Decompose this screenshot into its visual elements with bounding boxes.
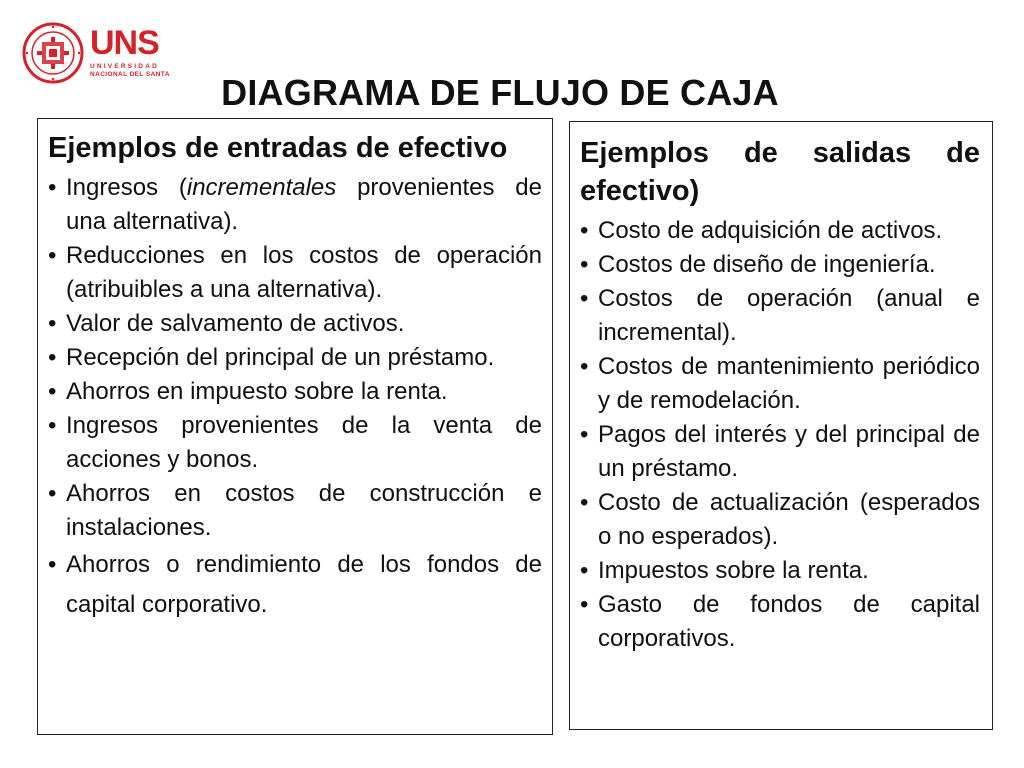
cash-outflows-list [580,214,980,656]
list-item: • Ingresos provenientes de la venta de acciones y bonos. [48,409,542,477]
bullet-icon: • [48,412,57,439]
cash-inflows-list [48,171,542,625]
bullet-icon: • [48,378,57,405]
list-item: • Costos de diseño de ingeniería. [580,248,980,282]
list-item: • Costos de mantenimiento periódico y de remodelación. [580,350,980,418]
list-item: • Gasto de fondos de capital corporativos. [580,588,980,656]
bullet-icon: • [580,421,589,448]
bullet-icon: • [48,242,57,269]
bullet-icon: • [48,174,57,201]
logo-subtitle-line2: NACIONAL DEL SANTA [90,71,170,78]
list-item: • Ahorros en impuesto sobre la renta. [48,375,542,409]
bullet-icon: • [580,217,589,244]
bullet-icon: • [48,344,57,371]
list-item: • Costo de actualización (esperados o no esperados). [580,486,980,554]
page-title: DIAGRAMA DE FLUJO DE CAJA [221,72,779,113]
bullet-icon: • [580,489,589,516]
bullet-icon: • [580,251,589,278]
cash-outflows-box [569,121,993,730]
list-item: • Recepción del principal de un préstamo. [48,341,542,375]
bullet-icon: • [48,551,57,578]
list-item: • Ingresos (incrementales provenientes de una alternativa). [48,171,542,239]
list-item: • Ahorros o rendimiento de los fondos de capital corporativo. [48,545,542,625]
bullet-icon: • [48,310,57,337]
cash-inflows-heading: Ejemplos de entradas de efectivo [48,132,508,164]
list-item: • Valor de salvamento de activos. [48,307,542,341]
bullet-icon: • [580,591,589,618]
bullet-icon: • [580,353,589,380]
list-item: • Impuestos sobre la renta. [580,554,980,588]
cash-outflows-heading: Ejemplos de salidas de efectivo) [580,137,980,207]
cash-inflows-box [37,118,553,735]
logo-subtitle-line1: UNIVERSIDAD [90,63,159,70]
bullet-icon: • [580,285,589,312]
list-item: • Costos de operación (anual e incremental). [580,282,980,350]
bullet-icon: • [48,480,57,507]
list-item: • Costo de adquisición de activos. [580,214,980,248]
bullet-icon: • [580,557,589,584]
list-item: • Ahorros en costos de construcción e instalaciones. [48,477,542,545]
logo-name: UNS [90,24,159,62]
list-item: • Reducciones en los costos de operación (atribuibles a una alternativa). [48,239,542,307]
list-item: • Pagos del interés y del principal de un préstamo. [580,418,980,486]
